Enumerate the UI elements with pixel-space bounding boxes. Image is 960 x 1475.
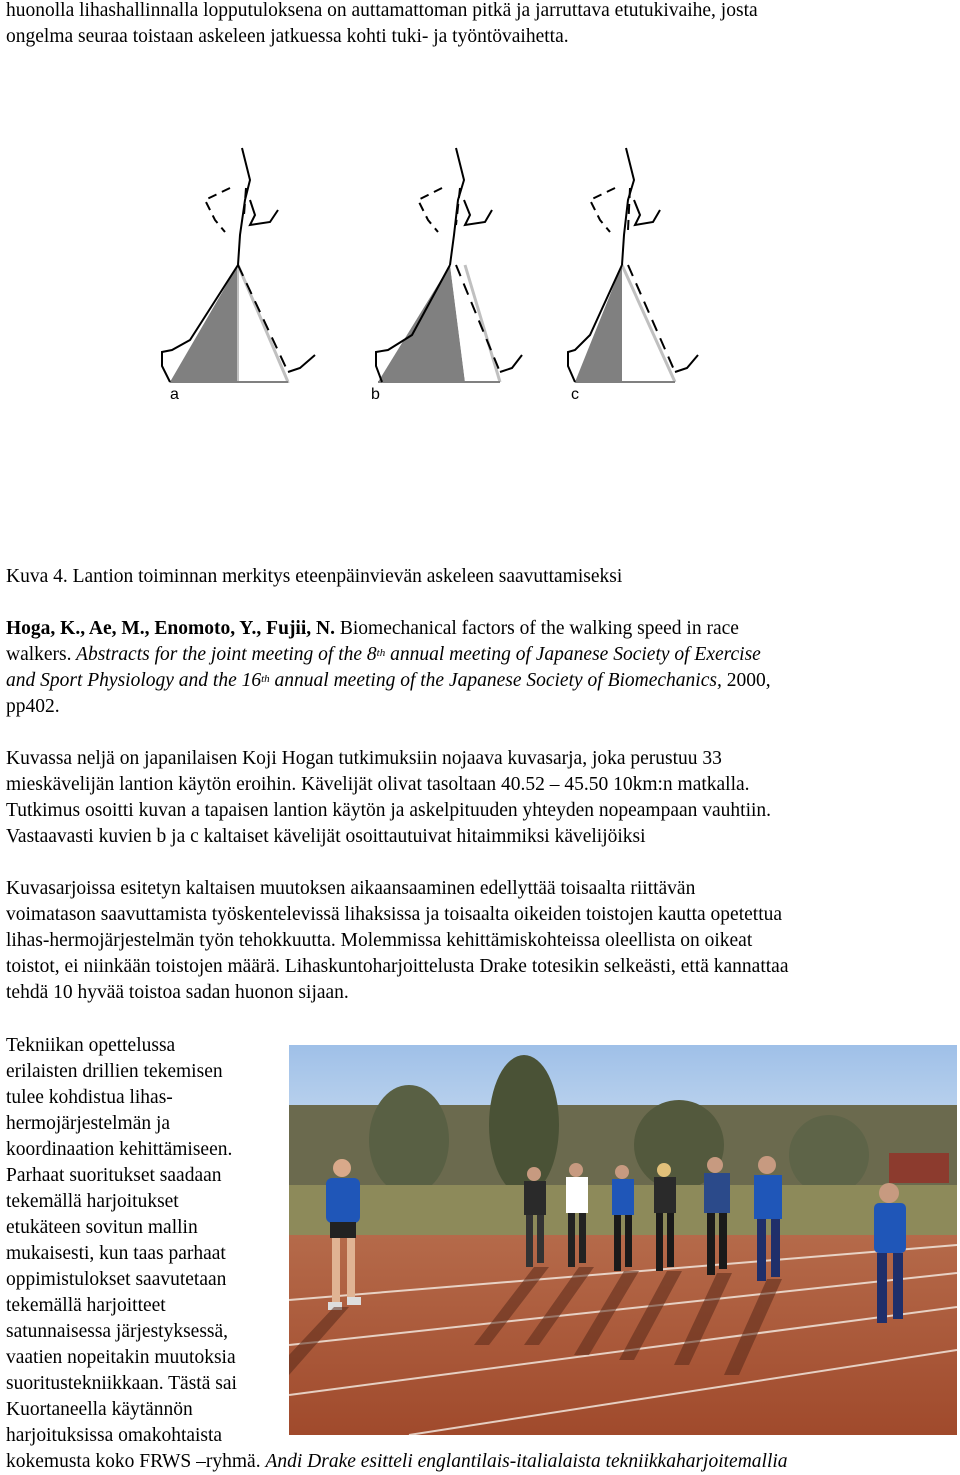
reference-pages: pp402. (6, 696, 60, 717)
para3-line-1: Tekniikan opettelussa (6, 1035, 176, 1056)
para1-line-4: Vastaavasti kuvien b ja c kaltaiset kävelijät osoittautuivat hitaimmiksi kävelijöiksi (6, 826, 646, 847)
track-photo-illustration (289, 1045, 957, 1435)
reference-sup-2: th (261, 673, 270, 685)
para3-line-14: suoritustekniikkaan. Tästä sai (6, 1373, 237, 1394)
para3-line-3: tulee kohdistua lihas- (6, 1087, 173, 1108)
reference-line-1 (6, 616, 739, 642)
para2-line-4: toistot, ei niinkään toistojen määrä. Lihaskuntoharjoittelusta Drake totesikin selkeästi, että kannattaa (6, 956, 789, 977)
reference-line-2 (6, 642, 761, 668)
reference-line-3 (6, 668, 771, 694)
para3-line-5: koordinaation kehittämiseen. (6, 1139, 233, 1160)
figure-a (162, 148, 315, 382)
para1-line-1: Kuvassa neljä on japanilaisen Koji Hogan tutkimuksiin nojaava kuvasarja, joka perustuu 33 (6, 748, 722, 769)
para3-line-15: Kuortaneella käytännön (6, 1399, 193, 1420)
para3-line-7: tekemällä harjoitukset (6, 1191, 179, 1212)
last-line-italic: Andi Drake esitteli englantilais-italialaista tekniikkaharjoitemallia (265, 1451, 788, 1472)
track-photo (289, 1045, 957, 1435)
reference-journal-b: annual meeting of Japanese Society of Exercise (385, 644, 761, 665)
para3-line-16: harjoituksissa omakohtaista (6, 1425, 223, 1446)
para3-line-13: vaatien nopeitakin muutoksia (6, 1347, 236, 1368)
figure-label-c: c (571, 386, 579, 403)
para2-line-2: voimatason saavuttamista työskentelevissä lihaksissa ja toisaalta oikeiden toistojen kautta opetettua (6, 904, 783, 925)
pelvis-diagram (150, 140, 710, 410)
last-line (6, 1449, 788, 1475)
reference-title: Biomechanical factors of the walking speed in race (334, 618, 739, 639)
last-line-plain: kokemusta koko FRWS –ryhmä. (6, 1451, 266, 1472)
para3-line-9: mukaisesti, kun taas parhaat (6, 1243, 226, 1264)
para3-line-10: oppimistulokset saavutetaan (6, 1269, 227, 1290)
reference-authors: Hoga, K., Ae, M., Enomoto, Y., Fujii, N. (6, 618, 335, 639)
figure-label-b: b (371, 386, 380, 403)
reference-journal-c: and Sport Physiology and the 16 (6, 670, 262, 691)
intro-line-2: ongelma seuraa toistaan askeleen jatkuessa kohti tuki- ja työntövaihetta. (6, 26, 569, 47)
reference-journal-d: annual meeting of the Japanese Society of Biomechanics, (269, 670, 722, 691)
reference-year: 2000, (721, 670, 771, 691)
para3-line-6: Parhaat suoritukset saadaan (6, 1165, 222, 1186)
pelvis-figure (150, 140, 710, 410)
reference-journal-a: Abstracts for the joint meeting of the 8 (71, 644, 377, 665)
para3-line-2: erilaisten drillien tekemisen (6, 1061, 223, 1082)
para3-line-8: etukäteen sovitun mallin (6, 1217, 198, 1238)
para3-line-12: satunnaisessa järjestyksessä, (6, 1321, 229, 1342)
reference-sup-1: th (376, 647, 386, 659)
para2-line-1: Kuvasarjoissa esitetyn kaltaisen muutoksen aikaansaaminen edellyttää toisaalta riittävän (6, 878, 696, 899)
para3-line-11: tekemällä harjoitteet (6, 1295, 166, 1316)
figure-c (568, 148, 698, 382)
figure-caption: Kuva 4. Lantion toiminnan merkitys eteenpäinvievän askeleen saavuttamiseksi (6, 566, 623, 587)
para3-line-4: hermojärjestelmän ja (6, 1113, 171, 1134)
para2-line-3: lihas-hermojärjestelmän työn tehokkuutta. Molemmissa kehittämiskohteissa oleellista on oikeat (6, 930, 753, 951)
para1-line-2: mieskävelijän lantion käytön eroihin. Kävelijät olivat tasoltaan 40.52 – 45.50 10km:n matkalla. (6, 774, 750, 795)
para1-line-3: Tutkimus osoitti kuvan a tapaisen lantion käytön ja askelpituuden yhteyden nopeampaan vauhtiin. (6, 800, 772, 821)
reference-title-end: walkers. (6, 644, 72, 665)
figure-label-a: a (170, 386, 179, 403)
intro-line-1: huonolla lihashallinnalla lopputuloksena on auttamattoman pitkä ja jarruttava etutukivaihe, josta (6, 0, 758, 21)
figure-b (376, 148, 522, 382)
para2-line-5: tehdä 10 hyvää toistoa sadan huonon sijaan. (6, 982, 349, 1003)
